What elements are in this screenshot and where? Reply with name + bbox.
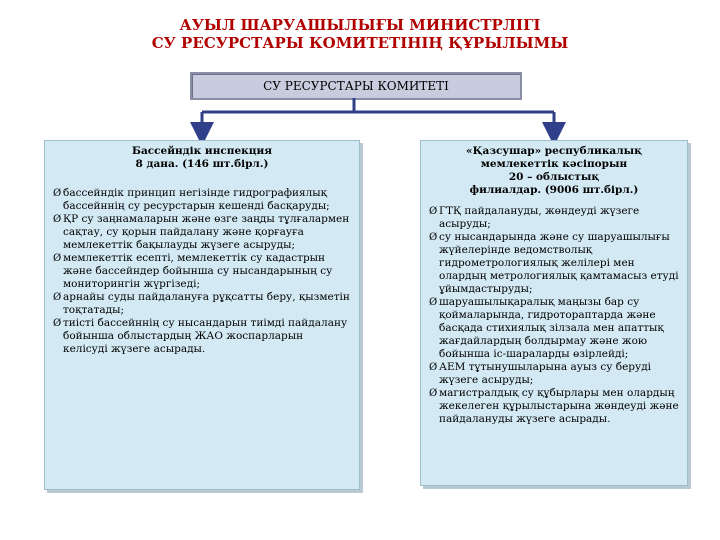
kazsushar-heading — [429, 145, 679, 197]
title-line-2: СУ РЕСУРСТАРЫ КОМИТЕТІНІҢ ҚҰРЫЛЫМЫ — [151, 34, 569, 52]
right-head-line-2: 20 – облыстық — [508, 171, 600, 183]
list-item: Ø ГТҚ пайдалануды, жөндеуді жүзеге асыруды; — [429, 205, 640, 230]
bullet-arrow-icon: Ø — [53, 253, 62, 264]
bullet-arrow-icon: Ø — [53, 214, 62, 225]
right-head-line-1: «Қазсушар» республикалық мемлекеттік кәсіпорын — [466, 145, 642, 170]
left-head-line-2: 8 дана. (146 шт.бірл.) — [135, 158, 269, 170]
list-item: Ø тиісті бассейннің су нысандарын тиімді пайдалану бойынша облыстардың ЖАО жоспарларын келісуді жүзеге асырады. — [53, 317, 348, 355]
basin-inspection-heading — [53, 145, 351, 171]
title-line-1: АУЫЛ ШАРУАШЫЛЫҒЫ МИНИСТРЛІГІ — [179, 16, 541, 34]
bullet-arrow-icon: Ø — [53, 318, 62, 329]
bullet-arrow-icon: Ø — [429, 362, 438, 373]
list-item: Ø шаруашылықаралық маңызы бар су қоймаларында, гидротораптарда және басқада стихиялық зілзала мен апаттық жағдайлардың болдырмау және жою бойынша іс-шараларды өзірлейді; — [429, 296, 664, 360]
list-item: Ø бассейндік принцип негізінде гидрографиялық бассейннің су ресурстарын кешенді басқаруды; — [53, 187, 330, 212]
list-item: Ø магистралдық су құбырлары мен олардың жекелеген құрылыстарына жөндеуді және пайдалануды жүзеге асырады. — [429, 387, 679, 425]
left-head-line-1: Бассейндік инспекция — [131, 145, 273, 157]
committee-box: СУ РЕСУРСТАРЫ КОМИТЕТІ — [190, 72, 522, 100]
bullet-arrow-icon: Ø — [429, 232, 438, 243]
right-head-line-3: филиалдар. (9006 шт.бірл.) — [469, 184, 639, 196]
bullet-arrow-icon: Ø — [53, 292, 62, 303]
kazsushar-panel — [420, 140, 688, 486]
list-item: Ø арнайы суды пайдалануға рұқсатты беру, қызметін тоқтатады; — [53, 291, 350, 316]
bullet-arrow-icon: Ø — [429, 388, 438, 399]
bullet-arrow-icon: Ø — [429, 297, 438, 308]
list-item: Ø мемлекеттік есепті, мемлекеттік су кадастрын және бассейндер бойынша су нысандарының су мониторингін жүргізеді; — [53, 252, 333, 290]
list-item: Ø АЕМ тұтынушыларына ауыз су беруді жүзеге асыруды; — [429, 361, 652, 386]
basin-inspection-panel — [44, 140, 360, 490]
bullet-arrow-icon: Ø — [53, 188, 62, 199]
list-item: Ø ҚР су заңнамаларын және өзге заңды тұлғалармен сақтау, су қорын пайдалану және қорғауға мемлекеттік бақылауды жүзеге асыруды; — [53, 213, 350, 251]
list-item: Ø су нысандарында және су шаруашылығы жүйелерінде ведомстволық гидрометрологиялық желілері мен олардың метрологиялық қамтамасыз етуді ұйымдастыруды; — [429, 231, 679, 295]
bullet-arrow-icon: Ø — [429, 206, 438, 217]
